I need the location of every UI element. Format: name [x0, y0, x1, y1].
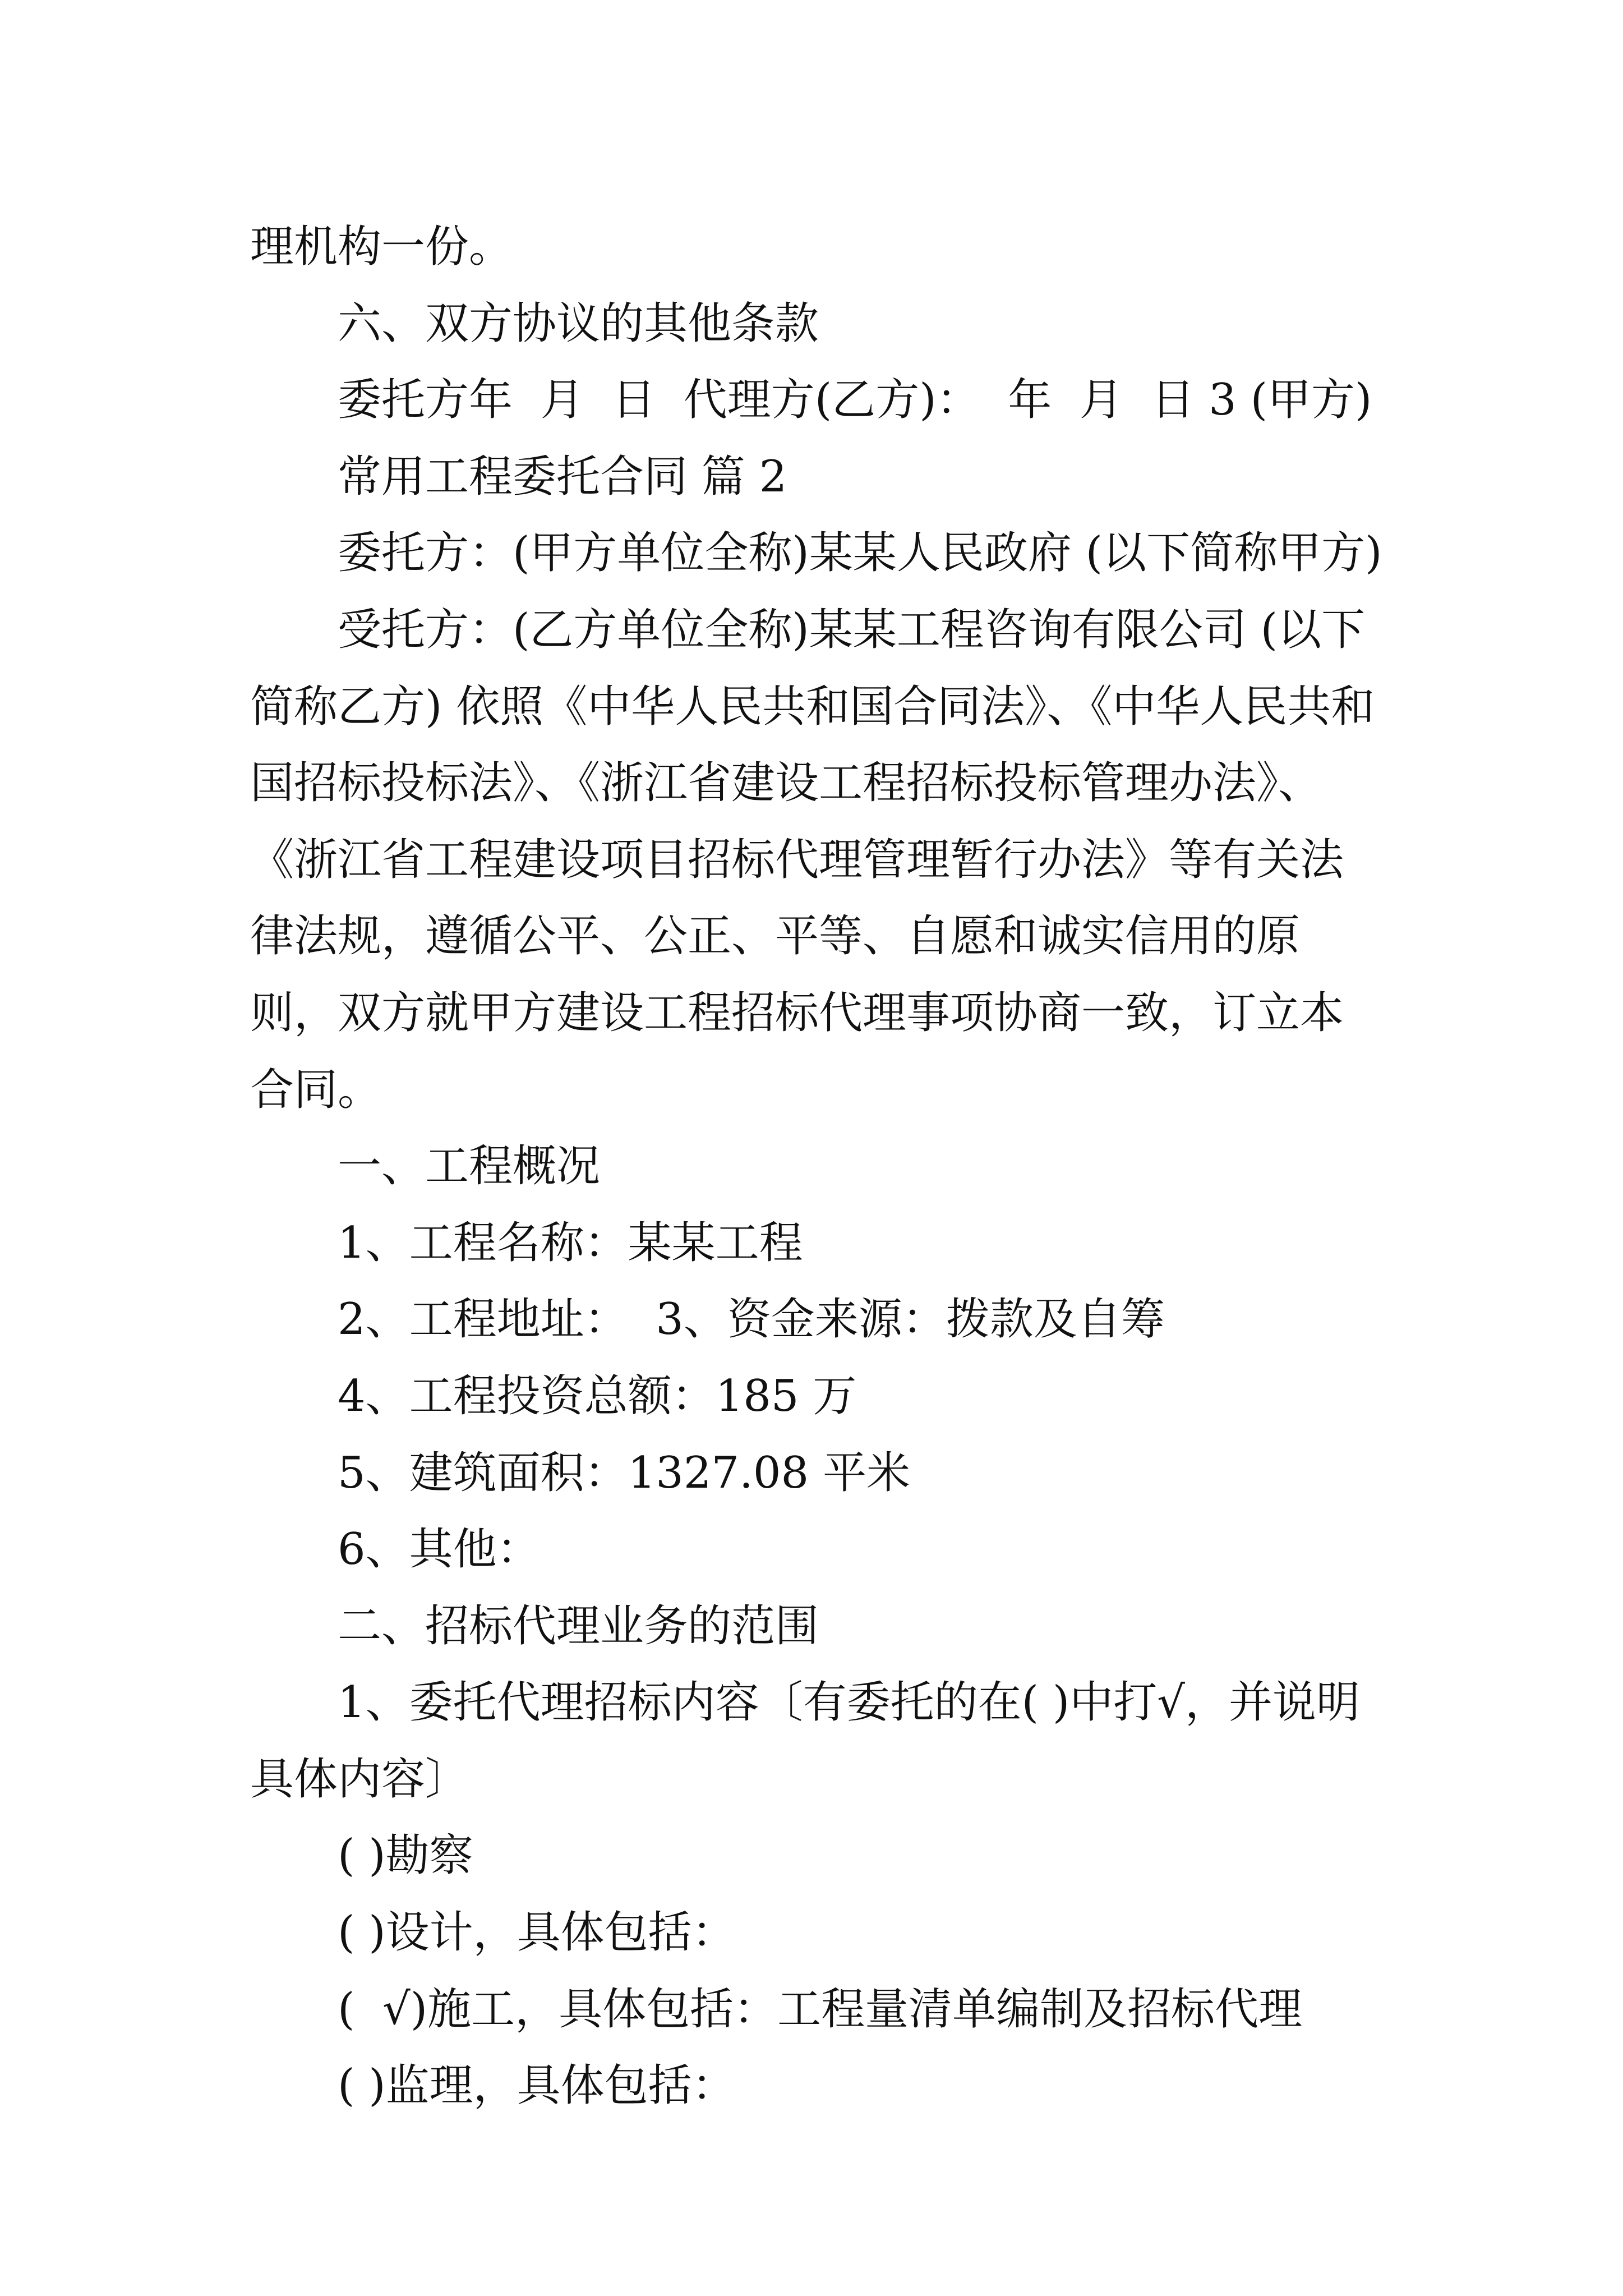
scope-item-design: ( )设计，具体包括：	[338, 1907, 736, 1958]
section-heading-other-terms: 六、双方协议的其他条款	[338, 298, 819, 349]
signature-date-line: 委托方年 月 日 代理方(乙方)： 年 月 日 3 (甲方)	[338, 375, 1372, 426]
project-name-line: 1、工程名称：某某工程	[338, 1217, 803, 1268]
section-heading-agency-scope: 二、招标代理业务的范围	[338, 1600, 819, 1651]
floor-area-line: 5、建筑面积：1327.08 平米	[338, 1447, 910, 1498]
scope-item-supervision: ( )监理，具体包括：	[338, 2060, 736, 2111]
investment-total-line: 4、工程投资总额：185 万	[338, 1370, 857, 1421]
agent-party-paragraph: 受托方：(乙方单位全称)某某工程咨询有限公司 (以下简称乙方) 依照《中华人民共和国合同法》、《中华人民共和国招标投标法》、《浙江省建设工程招标投标管理办法》、《浙江省工程建设项目招标代理管理暂行办法》等有关法律法规，遵循公平、公正、平等、自愿和诚实信用的原则，双方就甲方建设工程招标代理事项协商一致，订立本合同。	[250, 604, 1375, 1115]
contract-text	[250, 209, 1383, 2124]
agency-content-paragraph: 1、委托代理招标内容〔有委托的在( )中打√，并说明具体内容〕	[250, 1677, 1360, 1805]
contract-title: 常用工程委托合同 篇 2	[338, 451, 787, 502]
client-party-line: 委托方：(甲方单位全称)某某人民政府 (以下简称甲方)	[338, 528, 1382, 579]
scope-item-survey: ( )勘察	[338, 1830, 473, 1881]
section-heading-project-overview: 一、工程概况	[338, 1141, 601, 1192]
other-line: 6、其他：	[338, 1524, 541, 1575]
paragraph-continuation: 理机构一份。	[250, 222, 513, 272]
scope-item-construction: ( √)施工，具体包括：工程量清单编制及招标代理	[338, 1984, 1303, 2035]
project-address-funding-line: 2、工程地址： 3、资金来源：拨款及自筹	[338, 1294, 1165, 1345]
